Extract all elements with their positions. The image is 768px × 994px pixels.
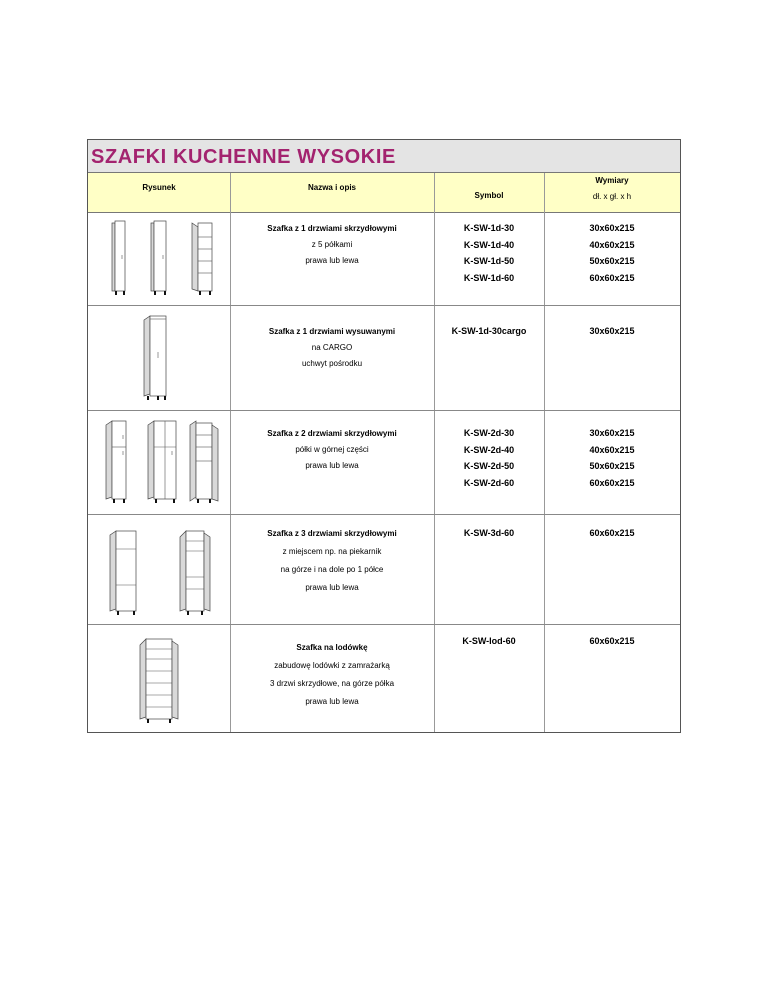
row-title: Szafka na lodówkę [296, 643, 368, 652]
row-note: z 5 półkami [311, 240, 353, 249]
header-symbol: Symbol [474, 191, 504, 200]
symbol: K-SW-2d-50 [463, 461, 515, 471]
fridge-housing-cabinet-icon [88, 625, 230, 732]
symbol: K-SW-lod-60 [462, 636, 516, 646]
row-note: na CARGO [311, 343, 353, 352]
dimension: 50x60x215 [589, 461, 635, 471]
symbol: K-SW-2d-40 [463, 444, 515, 455]
header-name: Nazwa i opis [307, 183, 356, 192]
dimension-list [544, 220, 680, 286]
table-row [88, 213, 680, 306]
header-dims [544, 173, 680, 212]
symbol-list [434, 323, 544, 340]
row-description [230, 221, 434, 269]
symbol-list [434, 425, 544, 491]
product-table [87, 139, 681, 733]
dimension: 60x60x215 [589, 528, 635, 538]
row-description [230, 526, 434, 596]
title-bar [88, 140, 680, 173]
dimension-list [544, 633, 680, 650]
symbol: K-SW-1d-30cargo [451, 326, 527, 336]
row-description [230, 640, 434, 710]
row-note: uchwyt pośrodku [301, 359, 363, 368]
dimension: 60x60x215 [589, 272, 635, 283]
table-row [88, 625, 680, 732]
symbol: K-SW-1d-40 [463, 239, 515, 250]
tall-cargo-cabinet-icon [88, 306, 230, 410]
table-row [88, 306, 680, 411]
symbol-list [434, 633, 544, 650]
row-note: na górze i na dole po 1 półce [280, 565, 384, 574]
row-note: prawa lub lewa [305, 461, 359, 470]
row-note: z miejscem np. na piekarnik [282, 547, 382, 556]
symbol-list [434, 220, 544, 286]
dimension-list [544, 323, 680, 340]
table-header [88, 173, 680, 213]
symbol: K-SW-2d-30 [463, 428, 515, 438]
dimension: 40x60x215 [589, 239, 635, 250]
header-dims-label: Wymiary [595, 176, 629, 185]
symbol: K-SW-1d-60 [463, 272, 515, 283]
symbol: K-SW-2d-60 [463, 477, 515, 488]
row-title: Szafka z 3 drzwiami skrzydłowymi [267, 529, 397, 538]
row-note: prawa lub lewa [305, 697, 359, 706]
dimension: 30x60x215 [589, 223, 635, 233]
row-title: Szafka z 1 drzwiami wysuwanymi [268, 327, 396, 336]
row-title: Szafka z 1 drzwiami skrzydłowymi [267, 224, 397, 233]
symbol: K-SW-3d-60 [463, 528, 515, 538]
row-note: zabudowę lodówki z zamrażarką [274, 661, 390, 670]
symbol-list [434, 525, 544, 542]
dimension: 60x60x215 [589, 477, 635, 488]
row-description [230, 426, 434, 474]
dimension-list [544, 525, 680, 542]
dimension: 40x60x215 [589, 444, 635, 455]
table-row [88, 515, 680, 625]
header-dims-sub: dł. x gł. x h [592, 192, 632, 201]
dimension: 50x60x215 [589, 256, 635, 266]
tall-cabinet-two-doors-icon [88, 411, 230, 514]
dimension: 30x60x215 [589, 326, 635, 336]
symbol: K-SW-1d-30 [463, 223, 515, 233]
symbol: K-SW-1d-50 [463, 256, 515, 266]
tall-cabinet-one-door-icon [88, 213, 230, 305]
row-note: półki w górnej części [295, 445, 369, 454]
row-title: Szafka z 2 drzwiami skrzydłowymi [267, 429, 397, 438]
table-row [88, 411, 680, 515]
header-drawing: Rysunek [142, 183, 176, 192]
row-description [230, 324, 434, 372]
dimension: 60x60x215 [589, 636, 635, 646]
row-note: prawa lub lewa [305, 583, 359, 592]
row-note: prawa lub lewa [305, 256, 359, 265]
row-note: 3 drzwi skrzydłowe, na górze półka [269, 679, 395, 688]
dimension: 30x60x215 [589, 428, 635, 438]
tall-cabinet-three-doors-icon [88, 515, 230, 624]
dimension-list [544, 425, 680, 491]
page-title: SZAFKI KUCHENNE WYSOKIE [91, 146, 396, 168]
